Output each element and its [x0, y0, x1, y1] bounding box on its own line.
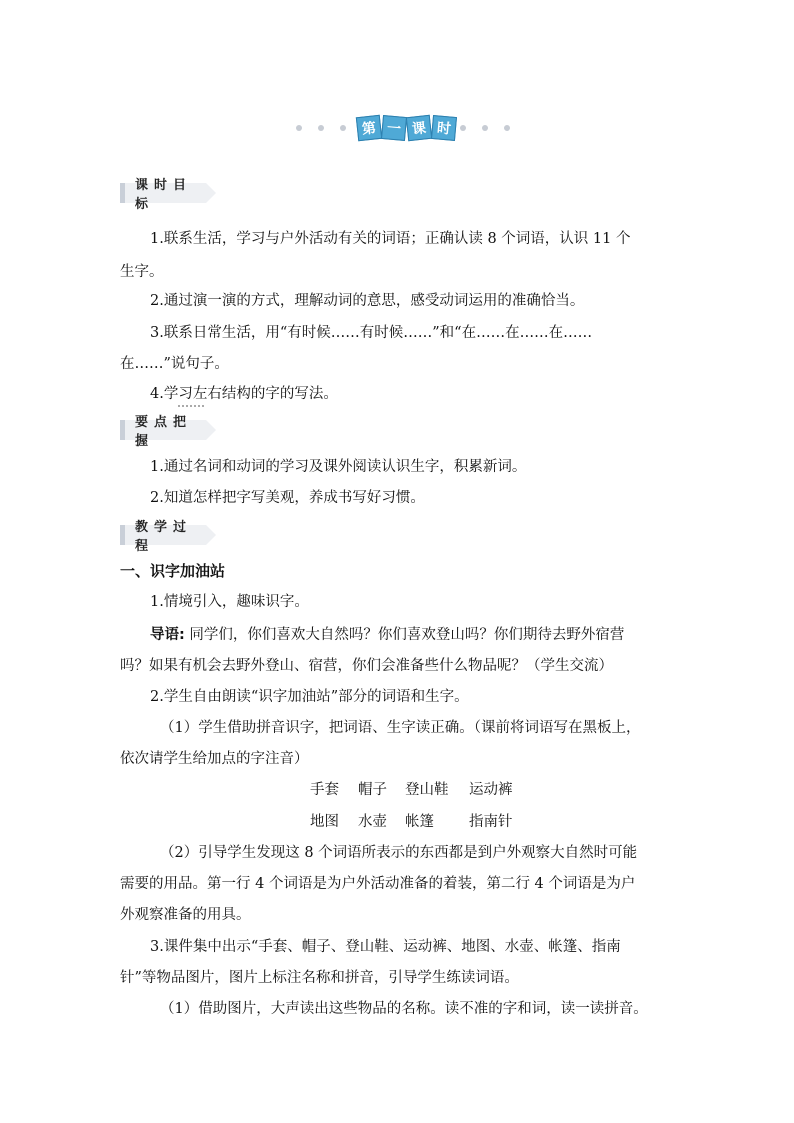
process-substep: （1）学生借助拼音识字，把词语、生字读正确。（课前将词语写在黑板上，	[160, 720, 641, 736]
vocab-word: 帐篷	[405, 814, 434, 830]
vocab-word: 登山鞋	[405, 782, 449, 798]
vocab-word: 地图	[310, 814, 339, 830]
objective-line: 2.通过演一演的方式，理解动词的意思，感受动词运用的准确恰当。	[150, 293, 585, 309]
section-tag-keypoints: 要点把握	[120, 420, 206, 440]
process-substep-cont: 外观察准备的用具。	[120, 907, 251, 923]
section-tag-process: 教学过程	[120, 525, 206, 545]
session-title-char: 时	[431, 115, 457, 141]
dot-decoration	[504, 125, 510, 131]
session-title-char: 一	[381, 115, 407, 141]
vocab-word: 水壶	[358, 814, 387, 830]
intro-label: 导语:	[150, 627, 185, 643]
vocab-word: 手套	[310, 782, 339, 798]
keypoint-line: 1.通过名词和动词的学习及课外阅读认识生字，积累新词。	[150, 459, 527, 475]
intro-paragraph	[150, 625, 710, 645]
objective-line: 在……”说句子。	[120, 356, 229, 372]
process-step-cont: 针”等物品图片，图片上标注名称和拼音，引导学生练读词语。	[120, 970, 519, 986]
process-step: 1.情境引入，趣味识字。	[150, 594, 309, 610]
dot-decoration	[482, 125, 488, 131]
process-substep: （1）借助图片，大声读出这些物品的名称。读不准的字和词，读一读拼音。	[160, 1001, 648, 1017]
process-substep-cont: 依次请学生给加点的字注音）	[120, 751, 309, 767]
section-tag-objectives: 课时目标	[120, 183, 206, 203]
vocab-word: 帽子	[358, 782, 387, 798]
process-step: 3.课件集中出示“手套、帽子、登山鞋、运动裤、地图、水壶、帐篷、指南	[150, 939, 621, 955]
dot-decoration	[296, 125, 302, 131]
session-title-char: 课	[406, 115, 432, 141]
objective-line: 3.联系日常生活，用“有时候……有时候……”和“在……在……在……	[150, 325, 593, 341]
objective-line: 生字。	[120, 264, 164, 280]
process-substep-cont: 需要的用品。第一行 4 个词语是为户外活动准备的着装，第二行 4 个词语是为户	[120, 876, 636, 892]
session-title	[357, 116, 457, 140]
session-banner	[0, 116, 794, 142]
process-heading: 一、识字加油站	[120, 562, 226, 580]
intro-paragraph-cont: 吗？如果有机会去野外登山、宿营，你们会准备些什么物品呢？（学生交流）	[120, 658, 613, 674]
process-substep: （2）引导学生发现这 8 个词语所表示的东西都是到户外观察大自然时可能	[160, 845, 638, 861]
session-title-char: 第	[356, 115, 382, 141]
dot-decoration	[340, 125, 346, 131]
keypoint-line: 2.知道怎样把字写美观，养成书写好习惯。	[150, 490, 425, 506]
objective-line: 1.联系生活，学习与户外活动有关的词语；正确认读 8 个词语，认识 11 个	[150, 231, 631, 247]
vocab-word: 指南针	[469, 814, 513, 830]
objective-line: 4.学习左右结构的字的写法。	[150, 386, 338, 402]
dot-decoration	[318, 125, 324, 131]
vocab-word: 运动裤	[469, 782, 513, 798]
process-step: 2.学生自由朗读“识字加油站”部分的词语和生字。	[150, 689, 469, 705]
dot-decoration	[460, 125, 466, 131]
intro-text: 同学们，你们喜欢大自然吗？你们喜欢登山吗？你们期待去野外宿营	[189, 627, 625, 643]
